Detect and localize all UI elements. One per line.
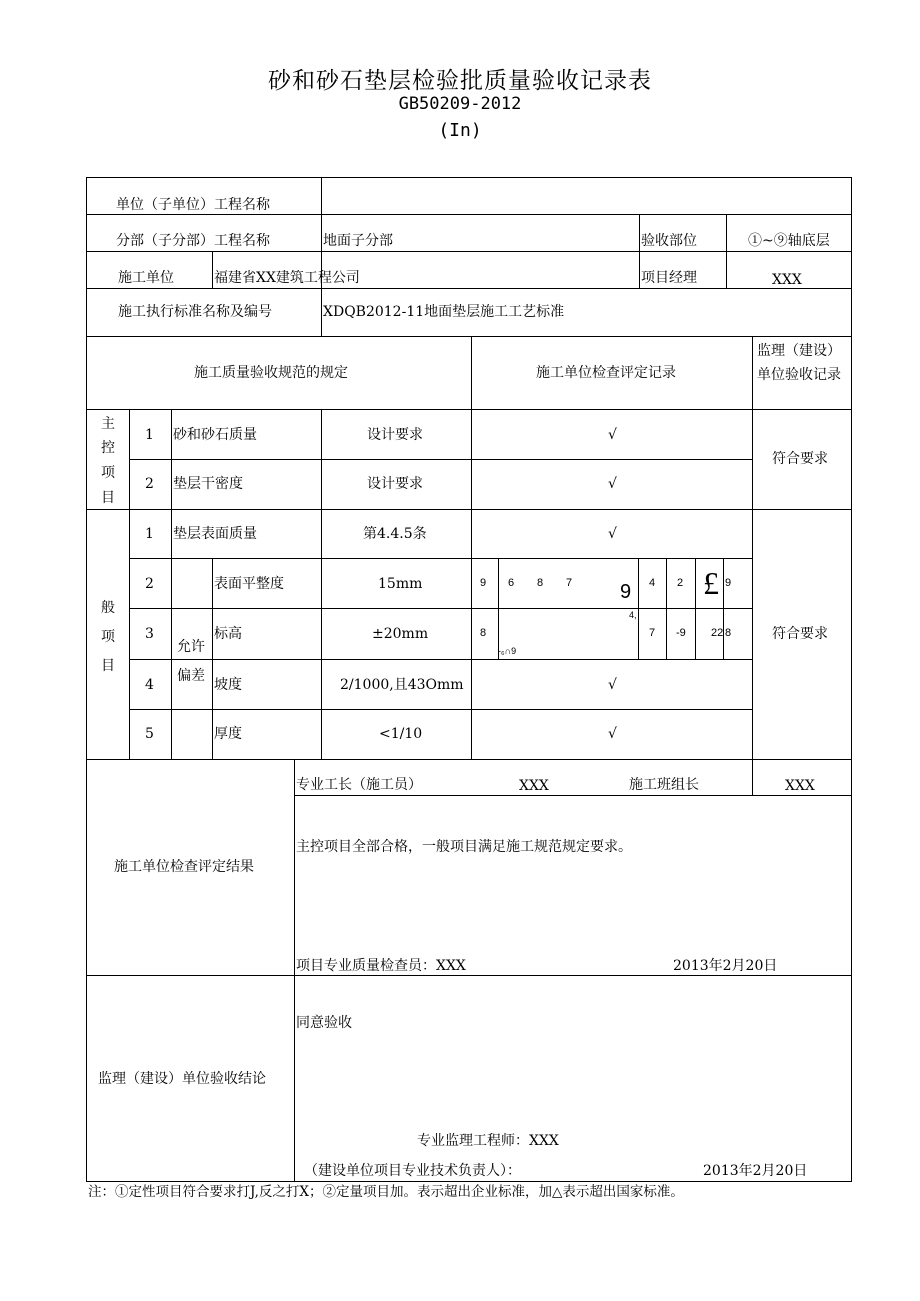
footnote: 注：①定性项目符合要求打J,反之打X；②定量项目加。表示超出企业标准，加△表示超出国家标准。: [88, 1184, 684, 1200]
page-title: 砂和砂石垫层检验批质量验收记录表: [268, 68, 652, 94]
contractor-check-label: 施工单位检查评定结果: [114, 859, 254, 875]
g-row2-m1: 9: [480, 577, 487, 589]
acceptance-part-label: 验收部位: [641, 233, 697, 249]
g-row3-m7: 8: [725, 627, 732, 639]
pm-value: XXX: [772, 272, 802, 288]
contractor-label: 施工单位: [118, 270, 174, 286]
g-row3-m4: 7: [649, 627, 656, 639]
g-row2-item: 表面平整度: [214, 576, 284, 592]
general-label-1: 般: [101, 600, 115, 616]
g-row2-requirement: 15mm: [378, 576, 423, 592]
g-row1-no: 1: [145, 526, 154, 542]
g-row4-requirement: 2/1000,且43Omm: [340, 677, 464, 693]
contractor-date: 2013年2月20日: [673, 958, 778, 974]
supervision-conclusion: 同意验收: [296, 1015, 352, 1031]
g-row3-requirement: ±20mm: [372, 626, 429, 642]
standard-value: XDQB2012-11地面垫层施工工艺标准: [323, 304, 565, 320]
mc-row2-item: 垫层干密度: [173, 476, 243, 492]
sub-division-value: 地面子分部: [323, 233, 393, 249]
supervision-date: 2013年2月20日: [703, 1163, 808, 1179]
mc-row1-requirement: 设计要求: [367, 427, 423, 443]
g-row5-record: √: [608, 726, 617, 742]
supervision-label: 监理（建设）单位验收结论: [98, 1071, 266, 1087]
standard-code: GB50209-2012: [398, 94, 522, 114]
general-label-2: 项: [101, 629, 115, 645]
g-row3-m5: -9: [676, 627, 686, 639]
g-row5-requirement: <1/10: [379, 726, 423, 742]
g-row2-m2: 6: [508, 577, 515, 589]
allowable-label-1: 允许: [177, 639, 205, 655]
mc-row1-item: 砂和砂石质量: [173, 427, 257, 443]
owner-representative: （建设单位项目专业技术负责人）：: [304, 1163, 521, 1179]
main-control-label-1: 主: [101, 416, 115, 432]
acceptance-part-value: ①~⑨轴底层: [748, 233, 830, 249]
g-row3-m1: 8: [480, 627, 487, 639]
g-row2-m5: 9: [620, 581, 632, 603]
unit-project-label: 单位（子单位）工程名称: [116, 197, 270, 213]
g-row3-m6: 22: [711, 627, 724, 639]
general-result: 符合要求: [772, 626, 828, 642]
mc-result: 符合要求: [772, 451, 828, 467]
g-row1-requirement: 第4.4.5条: [363, 526, 427, 542]
g-row3-no: 3: [145, 626, 154, 642]
g-row2-m9: 9: [725, 577, 732, 589]
supervision-header-1: 监理（建设）: [757, 343, 841, 359]
g-row4-item: 坡度: [214, 677, 242, 693]
pm-label: 项目经理: [641, 270, 697, 286]
g-row3-m2: -₆∩9: [498, 646, 517, 656]
team-leader-value: XXX: [785, 778, 815, 794]
foreman-label: 专业工长（施工员）: [296, 777, 422, 793]
foreman-value: XXX: [519, 778, 549, 794]
main-control-label-4: 目: [101, 490, 115, 506]
mc-row1-no: 1: [145, 427, 154, 443]
g-row2-m3: 8: [537, 577, 544, 589]
contractor-value: 福建省XX建筑工程公司: [214, 270, 360, 286]
mc-row2-record: √: [608, 476, 617, 492]
g-row4-no: 4: [145, 677, 154, 693]
g-row2-m7: 2: [677, 577, 684, 589]
g-row1-item: 垫层表面质量: [173, 526, 257, 542]
g-row2-m6: 4: [649, 577, 656, 589]
g-row4-record: √: [608, 677, 617, 693]
form-code: (In): [438, 120, 482, 141]
check-record-header: 施工单位检查评定记录: [536, 365, 676, 381]
g-row5-item: 厚度: [214, 726, 242, 742]
g-row3-m3: 4,: [629, 610, 637, 620]
g-row1-record: √: [608, 526, 617, 542]
g-row2-m8: £: [703, 565, 719, 601]
mc-row1-record: √: [608, 427, 617, 443]
standard-label: 施工执行标准名称及编号: [118, 304, 272, 320]
supervision-header-2: 单位验收记录: [757, 367, 841, 383]
quality-inspector: 项目专业质量检查员：XXX: [296, 958, 466, 974]
allowable-label-2: 偏差: [177, 668, 205, 684]
contractor-conclusion: 主控项目全部合格，一般项目满足施工规范规定要求。: [296, 839, 632, 855]
team-leader-label: 施工班组长: [629, 777, 699, 793]
g-row5-no: 5: [145, 726, 154, 742]
g-row3-item: 标高: [214, 626, 242, 642]
mc-row2-requirement: 设计要求: [367, 476, 423, 492]
main-control-label-3: 项: [101, 465, 115, 481]
mc-row2-no: 2: [145, 476, 154, 492]
g-row2-no: 2: [145, 576, 154, 592]
spec-header: 施工质量验收规范的规定: [194, 365, 348, 381]
supervising-engineer: 专业监理工程师：XXX: [417, 1133, 559, 1149]
main-control-label-2: 控: [101, 440, 115, 456]
g-row2-m4: 7: [566, 577, 573, 589]
general-label-3: 目: [101, 658, 115, 674]
sub-division-label: 分部（子分部）工程名称: [116, 233, 270, 249]
